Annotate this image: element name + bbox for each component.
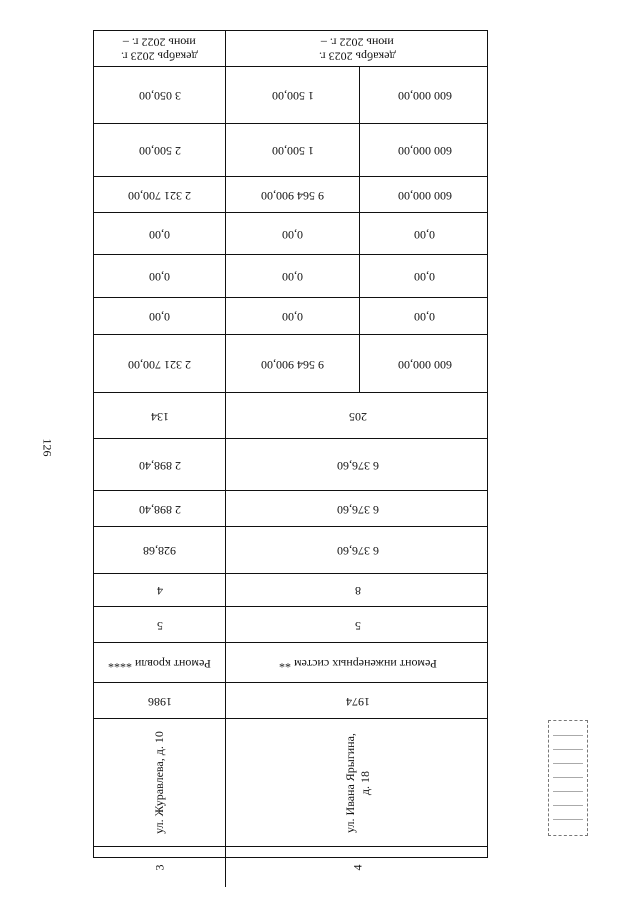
table-row xyxy=(94,683,487,719)
cell-left: 2 898,40 xyxy=(94,439,226,490)
cell-mid: 1 500,00 xyxy=(226,67,360,123)
cell-left: 5 xyxy=(94,607,226,642)
address-left: ул. Журавлева, д. 10 xyxy=(94,719,226,846)
table-header-row xyxy=(94,31,487,67)
page-number: 126 xyxy=(40,438,55,457)
table-row xyxy=(94,298,487,335)
cell-right: 6 376,60 xyxy=(336,543,379,558)
table-row xyxy=(94,643,487,683)
cell-left: 2 321 700,00 xyxy=(94,177,226,212)
cell-right: Ремонт инженерных систем ** xyxy=(278,656,437,671)
cell-left: 928,68 xyxy=(94,527,226,573)
table-row xyxy=(94,335,487,393)
cell-left: 2 321 700,00 xyxy=(94,335,226,392)
cell-right: 0,00 xyxy=(414,309,435,324)
table-row xyxy=(94,124,487,177)
cell-right: 8 xyxy=(354,583,361,598)
cell-right: 0,00 xyxy=(414,269,435,284)
cell-left: 3 050,00 xyxy=(94,67,226,123)
cell-left: 0,00 xyxy=(94,298,226,334)
number-right: 4 xyxy=(350,864,364,870)
cell-mid: 9 564 900,00 xyxy=(226,335,360,392)
table-row xyxy=(94,177,487,213)
cell-mid: 9 564 900,00 xyxy=(226,177,360,212)
table-row xyxy=(94,491,487,527)
cell-right: 600 000,00 xyxy=(397,357,452,372)
cell-right: 6 376,60 xyxy=(336,458,379,473)
table-row xyxy=(94,213,487,255)
cell-right: 205 xyxy=(348,409,367,424)
table-row xyxy=(94,574,487,607)
cell-right: 5 xyxy=(354,618,361,633)
cell-left: 4 xyxy=(94,574,226,606)
data-table xyxy=(93,30,488,870)
address-right: ул. Ивана Ярыгина, д. 18 xyxy=(342,732,372,833)
cell-right: 600 000,00 xyxy=(397,188,452,203)
cell-left: Ремонт кровли **** xyxy=(94,643,226,682)
table-row xyxy=(94,527,487,574)
cell-left: 1986 xyxy=(94,683,226,718)
number-left: 3 xyxy=(94,847,226,887)
cell-mid: 0,00 xyxy=(226,298,360,334)
cell-right: 600 000,00 xyxy=(397,143,452,158)
cell-left: 2 500,00 xyxy=(94,124,226,176)
cell-right: 6 376,60 xyxy=(336,502,379,517)
cell-mid: 0,00 xyxy=(226,213,360,254)
cell-left: 0,00 xyxy=(94,255,226,297)
table-row xyxy=(94,607,487,643)
cell-right: 600 000,00 xyxy=(397,88,452,103)
table-row xyxy=(94,255,487,298)
table-row xyxy=(94,393,487,439)
cell-mid: 1 500,00 xyxy=(226,124,360,176)
faded-stamp xyxy=(548,720,588,836)
cell-left: 2 898,40 xyxy=(94,491,226,526)
cell-mid: 0,00 xyxy=(226,255,360,297)
cell-right: 1974 xyxy=(345,694,370,709)
header-right: декабрь 2023 г. июнь 2022 г. – xyxy=(319,35,396,64)
table-row-address xyxy=(94,719,487,847)
cell-left: 134 xyxy=(94,393,226,438)
header-left: декабрь 2023 г. июнь 2022 г. – xyxy=(94,31,226,66)
table-row-number xyxy=(94,847,487,887)
table-row xyxy=(94,439,487,491)
table-row xyxy=(94,67,487,124)
cell-right: 0,00 xyxy=(414,227,435,242)
cell-left: 0,00 xyxy=(94,213,226,254)
